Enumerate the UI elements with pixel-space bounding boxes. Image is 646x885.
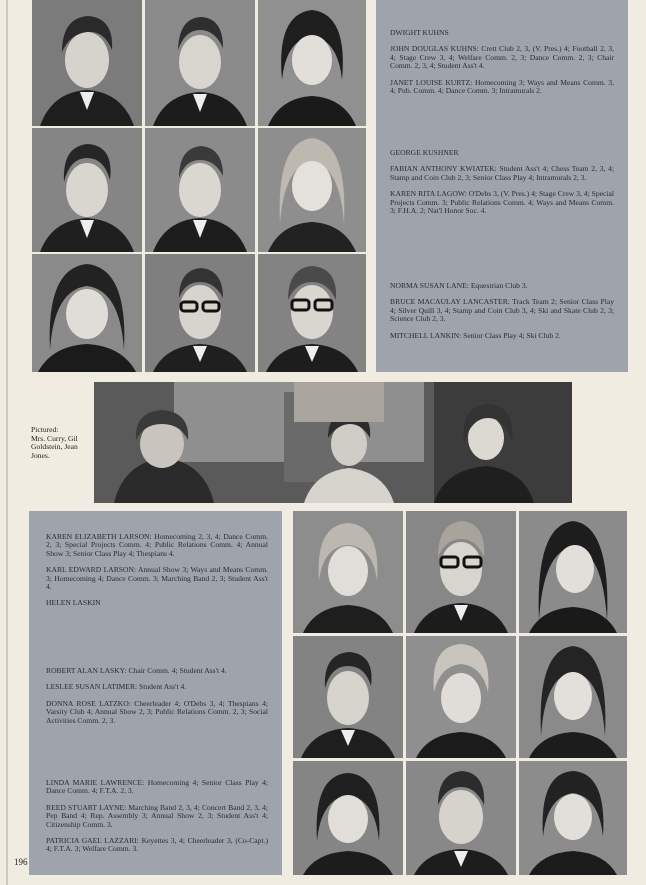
page-binding-edge — [6, 0, 8, 885]
biography-group — [390, 149, 614, 223]
senior-name: FABIAN ANTHONY KWIATEK: — [390, 164, 497, 174]
senior-entry — [390, 190, 614, 215]
portrait-photo — [258, 254, 366, 372]
senior-entry — [46, 667, 268, 675]
portrait-photo — [519, 636, 627, 758]
photo-caption — [31, 426, 91, 460]
senior-name: KAREN ELIZABETH LARSON: — [46, 532, 152, 541]
senior-entry — [390, 282, 614, 290]
portrait-photo — [519, 761, 627, 875]
portrait-photo — [32, 254, 142, 372]
senior-entry — [46, 599, 268, 607]
senior-activities: Annual Show 3; Ways and Means Comm. 3; Homecoming 4; Dance Comm. 3; Marching Band 2, 3; Student Ass't 4. — [46, 565, 268, 592]
biography-group — [46, 667, 268, 733]
senior-activities: Chair Comm. 4; Student Ass't 4. — [128, 666, 227, 675]
senior-activities: Marching Band 2, 3, 4; Concert Band 2, 3, 4; Pep Band 4; Rep. Assembly 3; Annual Show 2, 3; Student Ass't 4; Citizenship Comm. 3. — [46, 802, 268, 829]
portrait-photo — [406, 761, 516, 875]
senior-name: DWIGHT KUHNS — [390, 28, 449, 37]
portrait-photo — [32, 0, 142, 126]
senior-name: NORMA SUSAN LANE: — [390, 281, 469, 290]
senior-name: HELEN LASKIN — [46, 598, 101, 608]
senior-entry — [46, 779, 268, 796]
biography-group — [390, 282, 614, 348]
senior-activities: Equestrian Club 3. — [470, 281, 528, 290]
senior-entry — [390, 29, 614, 37]
senior-name: LINDA MARIE LAWRENCE: — [46, 778, 145, 787]
portrait-photo — [293, 761, 403, 875]
portrait-photo — [519, 511, 627, 633]
caption-label: Pictured: — [31, 425, 59, 434]
senior-name: DONNA ROSE LATZKO: — [46, 698, 131, 708]
portrait-photo — [258, 128, 366, 252]
senior-activities: Crett Club 2, 3, (V. Pres.) 4; Football 2, 3, 4; Stage Crew 3, 4; Welfare Comm. 2, 3; Dance Comm. 2, 3; Chair Comm. 2, 3, 4; Student Ass't 4. — [390, 44, 614, 71]
senior-activities: Track Team 2; Senior Class Play 4; Silver Quill 3, 4; Stamp and Coin Club 3, 4; Ski and Skate Club 2, 3; Science Club 2, 3. — [390, 297, 614, 324]
biography-group — [46, 533, 268, 616]
senior-activities: O'Debs 3, (V. Pres.) 4; Stage Crew 3, 4; Special Projects Comm. 3; Public Relations Comm. 4; Ways and Means Comm. 3; F.H.A. 2; Nat'l Honor Soc. 4. — [390, 189, 614, 216]
biography-group — [46, 779, 268, 862]
senior-entry — [390, 149, 614, 157]
senior-name: GEORGE KUSHNER — [390, 148, 459, 157]
senior-entry — [46, 683, 268, 691]
senior-entry — [390, 45, 614, 70]
portrait-photo — [145, 254, 255, 372]
portrait-photo — [406, 636, 516, 758]
senior-entry — [46, 700, 268, 725]
portrait-photo — [406, 511, 516, 633]
portrait-photo — [293, 511, 403, 633]
caption-names: Mrs. Curry, Gil Goldstein, Jean Jones. — [31, 433, 78, 460]
portrait-photo — [32, 128, 142, 252]
senior-name: PATRICIA GAEL LAZZARI: — [46, 836, 139, 846]
senior-entry — [390, 298, 614, 323]
senior-name: REED STUART LAYNE: — [46, 802, 127, 812]
page-number: 196 — [14, 857, 28, 867]
senior-entry — [46, 533, 268, 558]
senior-name: MITCHELL LANKIN: — [390, 330, 462, 340]
senior-activities: Senior Class Play 4; Ski Club 2. — [463, 330, 561, 340]
biography-group — [390, 29, 614, 103]
senior-name: KAREN RITA LAGOW: — [390, 189, 467, 199]
senior-activities: Student Ass't 4; Chess Team 2, 3, 4; Stamp and Coin Club 2, 3; Senior Class Play 4; Intramurals 2, 3. — [390, 164, 614, 182]
senior-name: LESLEE SUSAN LATIMER: — [46, 682, 138, 692]
senior-activities: Keyettes 3, 4; Cheerleader 3, (Co-Capt.) 4; F.T.A. 3; Welfare Comm. 3. — [46, 836, 269, 854]
senior-name: KARL EDWARD LARSON: — [46, 565, 137, 575]
senior-name: JANET LOUISE KURTZ: — [390, 77, 473, 87]
senior-activities: Homecoming 2, 3, 4; Dance Comm. 2, 3; Special Projects Comm. 4; Public Relations Comm. 4; Annual Show 3; Senior Class Play 4; Thespians 4. — [46, 532, 268, 558]
senior-activities: Student Ass't 4. — [139, 682, 187, 692]
senior-activities: Homecoming 3; Ways and Means Comm. 3, 4; Pub. Comm. 4; Dance Comm. 3; Intramurals 2. — [390, 77, 614, 96]
senior-entry — [390, 165, 614, 182]
senior-activities: Homecoming 4; Senior Class Play 4; Dance Comm. 4; F.T.A. 2, 3. — [46, 778, 268, 796]
portrait-photo — [145, 128, 255, 252]
senior-activities: Cheerleader 4; O'Debs 3, 4; Thespians 4; Varsity Club 4; Annual Show 2, 3; Public Relations Comm. 2, 3; Social Activities Comm. 2, 3. — [46, 698, 268, 725]
senior-entry — [46, 566, 268, 591]
senior-entry — [46, 804, 268, 829]
senior-entry — [390, 79, 614, 96]
senior-name: ROBERT ALAN LASKY: — [46, 666, 127, 675]
senior-entry — [46, 837, 268, 854]
candid-photo — [94, 382, 572, 503]
senior-name: JOHN DOUGLAS KUHNS: — [390, 44, 479, 54]
senior-name: BRUCE MACAULAY LANCASTER: — [390, 297, 510, 307]
portrait-photo — [258, 0, 366, 126]
portrait-photo — [293, 636, 403, 758]
senior-entry — [390, 332, 614, 340]
portrait-photo — [145, 0, 255, 126]
